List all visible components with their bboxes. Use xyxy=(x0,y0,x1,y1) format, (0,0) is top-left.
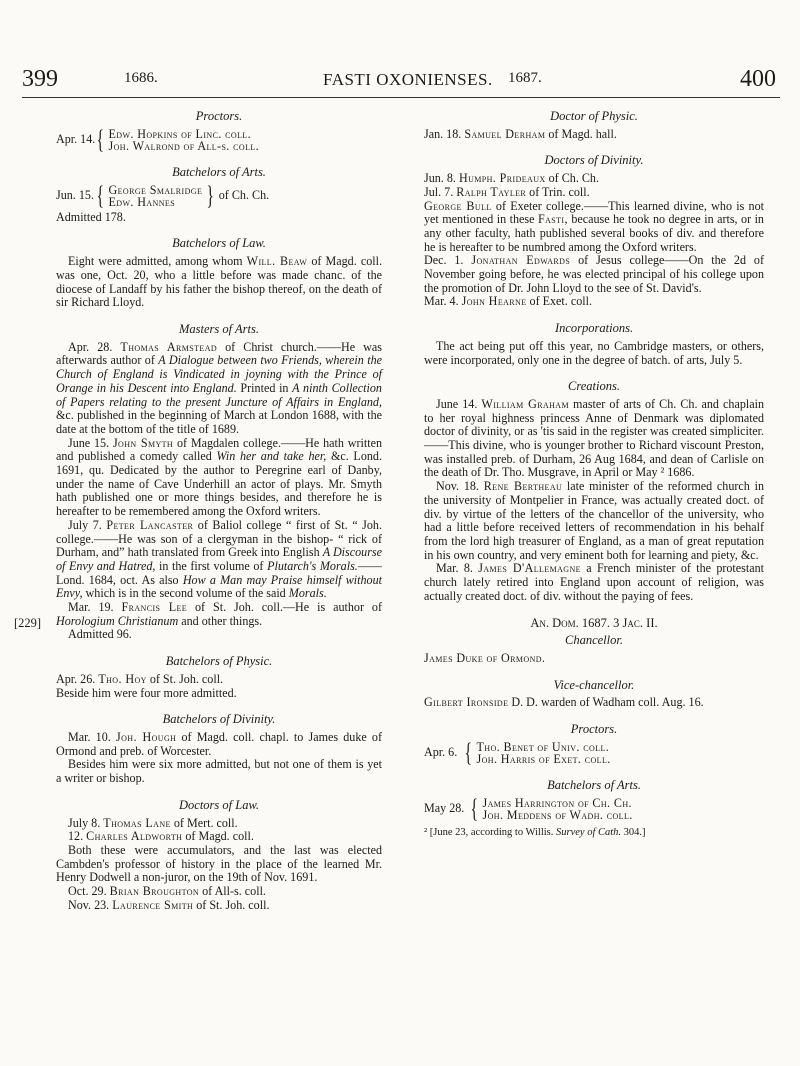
name-line: Tho. Benet of Univ. coll. xyxy=(476,739,610,754)
section-heading-proctors: Proctors. xyxy=(570,722,618,737)
entry-date: Apr. 14. xyxy=(56,132,96,147)
entry: Jul. 7. Ralph Tayler of Trin. coll. xyxy=(424,184,590,199)
batchelors-arts-entry xyxy=(56,181,382,211)
admitted-count: Admitted 96. xyxy=(68,627,132,642)
header-rule xyxy=(22,97,780,98)
name-line: Joh. Harris of Exet. coll. xyxy=(476,752,611,767)
entry: Gilbert Ironside D. D. warden of Wadham coll. Aug. 16. xyxy=(424,695,704,710)
name-line: George Smalridge xyxy=(108,182,203,197)
year-heading: An. Dom. 1687. 3 Jac. II. xyxy=(530,615,658,630)
entry: Apr. 28. Thomas Armstead of Christ church.——He was afterwards author of A Dialogue between two Friends, wherein the Church of England is Vindicated in joyning with the Prince of Orange in his Descent into England. Printed in A ninth Collection of Papers relating to the present Juncture of Affairs in England, &c. published in the beginning of March at London 1688, with the date at the bottom of the title of 1689. xyxy=(56,339,382,436)
entry: June 15. John Smyth of Magdalen college.——He hath written and published a comedy called Win her and take her, &c. Lond. 1691, qu. Dedicated by the author to Peregrine earl of Danby, under the name of Cave Underhill an actor of plays. Mr. Smyth hath published one or more things besides, and therefore he is hereafter to be remembered among the Oxford writers. xyxy=(56,435,382,519)
proctors-entry xyxy=(424,738,764,768)
brace: { xyxy=(96,181,104,211)
entry: Oct. 29. Brian Broughton of All-s. coll. xyxy=(68,884,266,899)
entry: July 7. Peter Lancaster of Baliol college “ first of St. “ Joh. college.——He was son of a clergyman in the bishop- “ rick of Durham, and” hath translated from Greek into English A Discourse of Envy and Hatred, in the first volume of Plutarch's Morals.——Lond. 1684, oct. As also How a Man may Praise himself without Envy, which is in the second volume of the said Morals. xyxy=(56,517,383,601)
brace: } xyxy=(206,181,215,211)
entry: Mar. 10. Joh. Hough of Magd. coll. chapl. to James duke of Ormond and preb. of Worcester. xyxy=(56,729,383,758)
brace: { xyxy=(464,738,472,768)
entry: Nov. 18. Rene Bertheau late minister of the reformed church in the university of Montpelier in France, was actually created doct. of div. by virtue of the letters of the chancellor of the university, who had a little before received letters of recommendation in his behalf from the lord high treasurer of England, as a man of great reputation in his own country, and very eminent both for learning and piety, &c. xyxy=(424,479,764,562)
entry: June 14. William Graham master of arts of Ch. Ch. and chaplain to her royal highness princess Anne of Denmark was diplomated doctor of divinity, or as 'tis said in the register was created simpliciter.——This divine, who is younger brother to Richard viscount Preston, was installed preb. of Durham, 26 Aug 1684, and dean of Carlisle on the death of Dr. Tho. Musgrave, in April or May ² 1686. xyxy=(424,396,765,480)
brace: { xyxy=(470,794,478,824)
section-heading-masters-arts: Masters of Arts. xyxy=(179,322,259,336)
paragraph: Eight were admitted, among whom Will. Beaw of Magd. coll. was one, Oct. 20, who a little before was made chanc. of the diocese of Landaff by his father the bishop thereof, on the death of sir Richard Lloyd. xyxy=(56,254,382,310)
name-line: James Harrington of Ch. Ch. xyxy=(482,795,632,810)
admitted-count: Admitted 178. xyxy=(56,209,126,224)
section-heading-vice-chancellor: Vice-chancellor. xyxy=(553,677,635,692)
left-page-number: 399 xyxy=(22,66,58,92)
paragraph: The act being put off this year, no Cambridge masters, or others, were incorporated, only one in the degree of batch. of arts, July 5. xyxy=(424,338,764,367)
college: of Ch. Ch. xyxy=(218,188,270,203)
section-heading-proctors: Proctors. xyxy=(195,109,243,123)
paragraph: Beside him were four more admitted. xyxy=(56,685,237,700)
entry: Dec. 1. Jonathan Edwards of Jesus college——On the 2d of November going before, he was elected principal of his college upon the promotion of Dr. John Lloyd to the see of St. David's. xyxy=(424,253,764,295)
entry: George Bull of Exeter college.——This learned divine, who is not yet mentioned in these Fasti, because he took no degree in arts, or in any other faculty, hath published several books of div. and therefore he is hereafter to be numbred among the Oxford writers. xyxy=(424,198,764,254)
entry: Jan. 18. Samuel Derham of Magd. hall. xyxy=(424,126,617,141)
section-heading-batchelors-arts: Batchelors of Arts. xyxy=(172,164,266,179)
right-column xyxy=(424,110,764,840)
entry-date: Jun. 15. xyxy=(56,188,94,203)
batchelors-arts-entry xyxy=(424,794,764,824)
footnote: ² [June 23, according to Willis. Survey of Cath. 304.] xyxy=(424,826,646,838)
paragraph: Both these were accumulators, and the last was elected Cambden's professor of history in the place of the learned Mr. Henry Dodwell a non-juror, on the 19th of Nov. 1691. xyxy=(56,842,382,885)
entry-date: Apr. 6. xyxy=(424,745,458,760)
entry: Jun. 8. Humph. Prideaux of Ch. Ch. xyxy=(424,171,599,186)
section-heading-batchelors-law: Batchelors of Law. xyxy=(172,236,266,251)
right-page-number: 400 xyxy=(740,66,776,92)
section-heading-batchelors-divinity: Batchelors of Divinity. xyxy=(162,712,276,727)
entry: 12. Charles Aldworth of Magd. coll. xyxy=(68,829,254,844)
section-heading-creations: Creations. xyxy=(568,379,620,394)
section-heading-doctor-physic: Doctor of Physic. xyxy=(550,109,638,123)
section-heading-doctors-law: Doctors of Law. xyxy=(179,797,259,812)
chancellor-name: James Duke of Ormond. xyxy=(424,650,546,665)
entry-date: May 28. xyxy=(424,801,465,816)
entry: Mar. 4. John Hearne of Exet. coll. xyxy=(424,294,592,309)
entry: Mar. 19. Francis Lee of St. Joh. coll.—He is author of Horologium Christianum and other things. xyxy=(56,600,383,628)
name-line: Joh. Meddens of Wadh. coll. xyxy=(482,808,633,823)
left-column xyxy=(56,110,382,912)
section-heading-incorporations: Incorporations. xyxy=(554,321,634,336)
right-year: 1687. xyxy=(508,70,542,86)
left-year: 1686. xyxy=(124,70,158,86)
name-line: Edw. Hannes xyxy=(108,195,176,210)
entry: Mar. 8. James D'Allemagne a French minister of the protestant church lately retired into England upon account of religion, was actually created doct. of div. without the paying of fees. xyxy=(424,561,765,603)
margin-note: [229] xyxy=(14,616,42,630)
section-heading-chancellor: Chancellor. xyxy=(565,633,623,648)
running-header xyxy=(0,66,800,96)
entry: July 8. Thomas Lane of Mert. coll. xyxy=(68,815,238,830)
proctors-entry xyxy=(56,125,382,155)
running-title: FASTI OXONIENSES. xyxy=(323,70,493,89)
section-heading-batchelors-physic: Batchelors of Physic. xyxy=(165,654,273,669)
entry: Nov. 23. Laurence Smith of St. Joh. coll. xyxy=(68,897,270,912)
section-heading-batchelors-arts: Batchelors of Arts. xyxy=(547,777,641,792)
section-heading-doctors-divinity: Doctors of Divinity. xyxy=(544,153,644,168)
brace: { xyxy=(96,125,104,155)
name-line: Edw. Hopkins of Linc. coll. xyxy=(108,126,252,141)
entry: Apr. 26. Tho. Hoy of St. Joh. coll. xyxy=(56,671,224,686)
name-line: Joh. Walrond of All-s. coll. xyxy=(108,139,260,154)
paragraph: Besides him were six more admitted, but not one of them is yet a writer or bishop. xyxy=(56,757,382,786)
